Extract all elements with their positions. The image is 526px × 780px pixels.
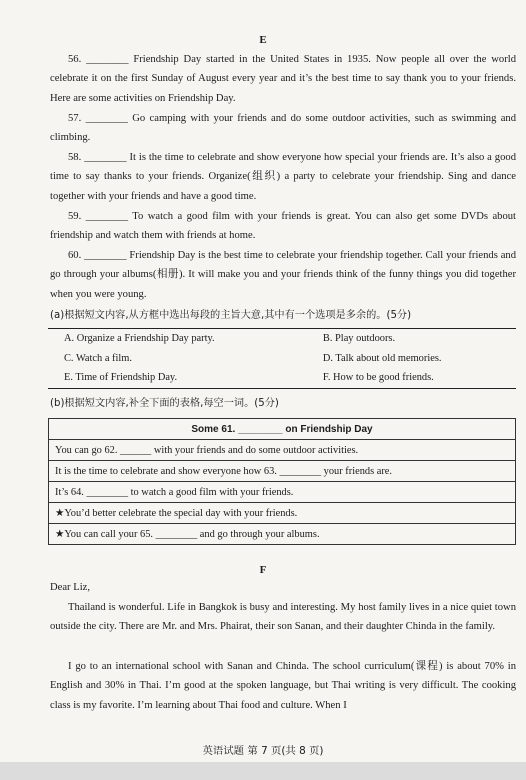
cell-text: to watch a good film with your friends.	[128, 486, 294, 498]
paragraph-text: It is the time to celebrate and show everyone how special your friends are. It’s also a good time to say thanks to your friends. Organize(组织) a party to celebrate your friendship. Sing and dance together with your friends and have a good time.	[50, 152, 516, 202]
paragraph-60	[50, 246, 516, 304]
answer-blank[interactable]: ________	[85, 113, 128, 124]
options-row	[48, 329, 516, 349]
option-a: A. Organize a Friendship Day party.	[64, 333, 215, 345]
paragraph-56	[50, 50, 516, 108]
page-footer: 英语试题 第 7 页(共 8 页)	[202, 745, 324, 757]
table-row	[49, 503, 516, 524]
scan-edge	[0, 762, 526, 780]
paragraph-text: Friendship Day is the best time to celebrate your friendship together. Call your friends and go through your albums(相册). It will make you and your friends think of the funny things you did together when you were young.	[50, 250, 516, 300]
answer-blank[interactable]: ________	[84, 250, 127, 261]
cell-text: It’s 64.	[55, 486, 87, 498]
question-number: 57.	[68, 113, 82, 124]
answer-blank-64[interactable]: ________	[86, 486, 129, 498]
paragraph-57	[50, 109, 516, 148]
table-row	[49, 461, 516, 482]
option-d: D. Talk about old memories.	[322, 352, 442, 364]
cell-text: You can go 62.	[55, 444, 121, 456]
answer-blank-63[interactable]: ________	[279, 465, 322, 477]
answer-blank[interactable]: ________	[86, 54, 129, 65]
table-header	[49, 419, 516, 440]
header-text: Some 61.	[191, 423, 239, 435]
paragraph-text: Go camping with your friends and do some outdoor activities, such as swimming and climbing.	[50, 113, 516, 144]
cell-text: It is the time to celebrate and show everyone how 63.	[55, 465, 280, 477]
answer-blank-62[interactable]: ______	[120, 444, 152, 456]
fill-table	[48, 418, 516, 545]
paragraph-58	[50, 148, 516, 206]
table-cell	[49, 440, 516, 461]
answer-blank-61[interactable]: ________	[238, 423, 283, 435]
paragraph-text: To watch a good film with your friends is great. You can also get some DVDs about friendship and watch them with friends at home.	[50, 211, 516, 242]
answer-blank-65[interactable]: ________	[155, 529, 198, 540]
table-cell	[49, 461, 516, 482]
cell-text: with your friends and do some outdoor activities.	[151, 444, 359, 456]
options-box	[48, 328, 516, 389]
instruction-b: (b)根据短文内容,补全下面的表格,每空一词。(5分)	[50, 398, 279, 409]
table-row	[49, 440, 516, 461]
option-c: C. Watch a film.	[64, 352, 132, 364]
letter-paragraph-1: Thailand is wonderful. Life in Bangkok is busy and interesting. My host family lives in a nice quiet town outside the city. There are Mr. and Mrs. Phairat, their son Sanan, and their daughter Chinda in the family.	[50, 602, 516, 633]
question-number: 58.	[68, 152, 82, 163]
paragraph-59	[50, 207, 516, 246]
cell-text: ★You can call your 65.	[55, 529, 156, 540]
option-e: E. Time of Friendship Day.	[64, 372, 178, 384]
table-cell	[49, 482, 516, 503]
table-cell	[49, 503, 516, 524]
table-row	[49, 524, 516, 545]
option-b: B. Play outdoors.	[322, 333, 396, 345]
paragraph-text: Friendship Day started in the United States in 1935. Now people all over the world celebrate it on the first Sunday of August every year and it’s the best time to say thank you to your friends. Here are some activities on Friendship Day.	[50, 54, 517, 104]
table-row	[49, 482, 516, 503]
cell-text: your friends are.	[321, 465, 393, 477]
table-cell	[49, 524, 516, 545]
letter-paragraph-2: I go to an international school with Sanan and Chinda. The school curriculum(课程) is about 70% in English and 30% in Thai. I’m good at the spoken language, but Thai writing is very difficult. The cooking class is my favorite. I’m learning about Thai food and culture. When I	[50, 661, 516, 711]
letter-greeting: Dear Liz,	[50, 582, 90, 593]
section-e-title: E	[259, 34, 267, 46]
cell-text: and go through your albums.	[197, 529, 320, 540]
question-number: 60.	[68, 250, 82, 261]
cell-text: ★You’d better celebrate the special day with your friends.	[55, 508, 298, 519]
instruction-a: (a)根据短文内容,从方框中选出每段的主旨大意,其中有一个选项是多余的。(5分)	[50, 310, 412, 321]
answer-blank[interactable]: ________	[85, 211, 129, 222]
question-number: 56.	[68, 54, 82, 65]
question-number: 59.	[68, 211, 82, 222]
option-f: F. How to be good friends.	[322, 372, 434, 384]
table-header-row	[49, 419, 516, 440]
options-row	[48, 368, 516, 388]
section-f-title: F	[259, 564, 267, 576]
answer-blank[interactable]: ________	[84, 152, 127, 163]
header-text: on Friendship Day	[282, 423, 373, 435]
options-row	[48, 349, 516, 369]
